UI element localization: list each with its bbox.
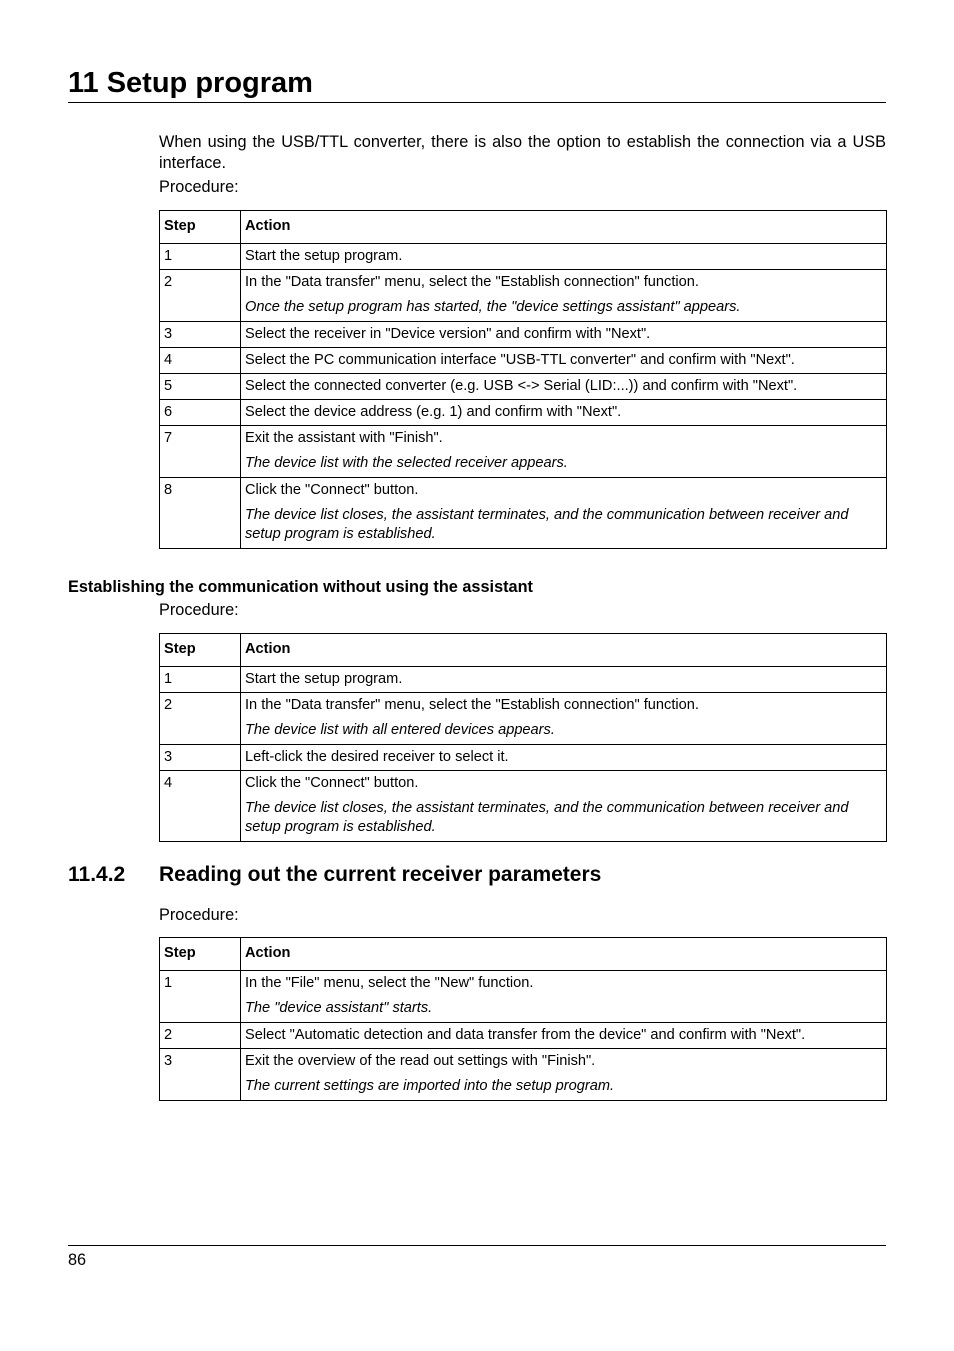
step-action-cell bbox=[241, 270, 887, 322]
step-action-cell bbox=[241, 693, 887, 745]
step-result-note: The device list with the selected receiver appears. bbox=[245, 455, 568, 471]
step-action-cell bbox=[241, 1049, 887, 1101]
step-action: Exit the assistant with "Finish". bbox=[245, 430, 443, 446]
step-action-cell bbox=[241, 322, 887, 348]
page-number: 86 bbox=[68, 1251, 87, 1269]
step-action: Click the "Connect" button. bbox=[245, 775, 419, 791]
header-step: Step bbox=[160, 938, 241, 971]
chapter-title: 11 Setup program bbox=[68, 66, 886, 103]
step-result-note: The device list closes, the assistant terminates, and the communication between receiver and setup program is established. bbox=[245, 507, 849, 542]
step-action-cell bbox=[241, 478, 887, 549]
procedure-table-1 bbox=[159, 210, 887, 549]
step-number: 2 bbox=[160, 270, 241, 322]
step-number: 2 bbox=[160, 1023, 241, 1049]
step-action: In the "Data transfer" menu, select the "Establish connection" function. bbox=[245, 274, 699, 290]
step-number: 1 bbox=[160, 244, 241, 270]
table-row bbox=[160, 374, 887, 400]
step-number: 5 bbox=[160, 374, 241, 400]
section-title-text: Reading out the current receiver parameters bbox=[159, 863, 602, 886]
step-action: Start the setup program. bbox=[245, 248, 403, 264]
step-action: Start the setup program. bbox=[245, 671, 403, 687]
step-action: Left-click the desired receiver to select it. bbox=[245, 749, 509, 765]
step-number: 1 bbox=[160, 971, 241, 1023]
table-header-row bbox=[160, 634, 887, 667]
step-action-cell bbox=[241, 348, 887, 374]
procedure-table-3 bbox=[159, 937, 887, 1101]
table-row bbox=[160, 771, 887, 842]
table-header-row bbox=[160, 938, 887, 971]
procedure-label-1: Procedure: bbox=[159, 178, 239, 196]
step-number: 4 bbox=[160, 348, 241, 374]
step-result-note: The device list with all entered devices appears. bbox=[245, 722, 555, 738]
step-number: 3 bbox=[160, 322, 241, 348]
step-action-cell bbox=[241, 1023, 887, 1049]
step-action-cell bbox=[241, 244, 887, 270]
table-row bbox=[160, 1023, 887, 1049]
table-row bbox=[160, 1049, 887, 1101]
table-row bbox=[160, 971, 887, 1023]
step-result-note: Once the setup program has started, the "device settings assistant" appears. bbox=[245, 299, 741, 315]
step-action: In the "File" menu, select the "New" function. bbox=[245, 975, 534, 991]
step-number: 8 bbox=[160, 478, 241, 549]
step-action-cell bbox=[241, 971, 887, 1023]
table-row bbox=[160, 348, 887, 374]
subsection-title: Establishing the communication without using the assistant bbox=[68, 578, 533, 596]
step-action-cell bbox=[241, 426, 887, 478]
table-row bbox=[160, 244, 887, 270]
step-action-cell bbox=[241, 400, 887, 426]
step-action: Select the receiver in "Device version" and confirm with "Next". bbox=[245, 326, 651, 342]
step-action: Select the connected converter (e.g. USB <-> Serial (LID:...)) and confirm with "Next". bbox=[245, 378, 798, 394]
table-row bbox=[160, 478, 887, 549]
step-number: 7 bbox=[160, 426, 241, 478]
footer-rule bbox=[68, 1245, 886, 1246]
step-number: 2 bbox=[160, 693, 241, 745]
table-row bbox=[160, 322, 887, 348]
step-result-note: The "device assistant" starts. bbox=[245, 1000, 433, 1016]
table-row bbox=[160, 693, 887, 745]
table-row bbox=[160, 667, 887, 693]
intro-paragraph: When using the USB/TTL converter, there is also the option to establish the connection via a USB interface. bbox=[159, 133, 886, 172]
step-number: 3 bbox=[160, 1049, 241, 1101]
header-step: Step bbox=[160, 634, 241, 667]
step-action-cell bbox=[241, 771, 887, 842]
section-number: 11.4.2 bbox=[68, 863, 126, 886]
table-row bbox=[160, 270, 887, 322]
procedure-label-2: Procedure: bbox=[159, 601, 239, 619]
step-number: 3 bbox=[160, 745, 241, 771]
table-row bbox=[160, 745, 887, 771]
procedure-label-3: Procedure: bbox=[159, 906, 239, 924]
table-header-row bbox=[160, 211, 887, 244]
header-action: Action bbox=[241, 211, 887, 244]
step-action: Exit the overview of the read out settings with "Finish". bbox=[245, 1053, 596, 1069]
step-result-note: The current settings are imported into the setup program. bbox=[245, 1078, 615, 1094]
step-action: In the "Data transfer" menu, select the "Establish connection" function. bbox=[245, 697, 699, 713]
step-action: Select "Automatic detection and data transfer from the device" and confirm with "Next". bbox=[245, 1027, 806, 1043]
table-row bbox=[160, 400, 887, 426]
header-action: Action bbox=[241, 634, 887, 667]
section-title bbox=[68, 862, 601, 888]
header-step: Step bbox=[160, 211, 241, 244]
procedure-table-2 bbox=[159, 633, 887, 842]
step-number: 6 bbox=[160, 400, 241, 426]
step-action: Click the "Connect" button. bbox=[245, 482, 419, 498]
step-action-cell bbox=[241, 745, 887, 771]
step-action: Select the PC communication interface "USB-TTL converter" and confirm with "Next". bbox=[245, 352, 795, 368]
step-action-cell bbox=[241, 667, 887, 693]
step-number: 1 bbox=[160, 667, 241, 693]
step-result-note: The device list closes, the assistant terminates, and the communication between receiver and setup program is established. bbox=[245, 800, 849, 835]
header-action: Action bbox=[241, 938, 887, 971]
step-action: Select the device address (e.g. 1) and confirm with "Next". bbox=[245, 404, 622, 420]
step-number: 4 bbox=[160, 771, 241, 842]
table-row bbox=[160, 426, 887, 478]
step-action-cell bbox=[241, 374, 887, 400]
